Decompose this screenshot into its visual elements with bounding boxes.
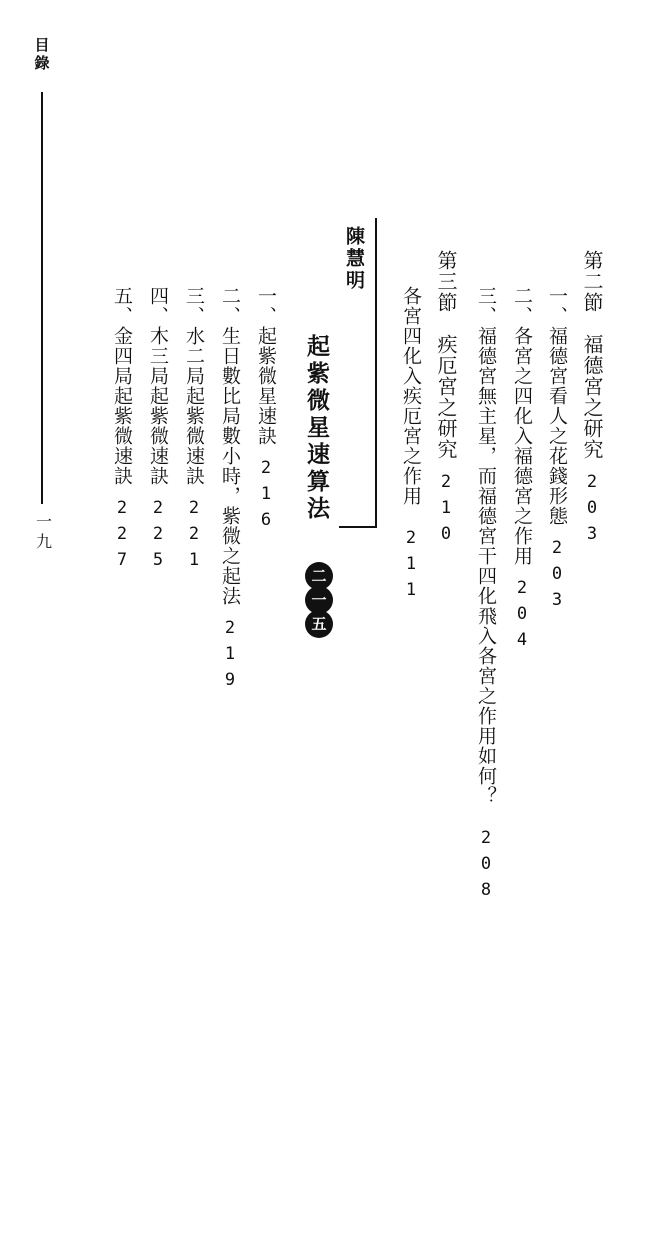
toc-section-heading bbox=[432, 250, 461, 1216]
section-title: 目錄 bbox=[34, 36, 50, 72]
toc-page-number: 227 bbox=[112, 498, 132, 576]
margin-rule bbox=[41, 92, 43, 504]
toc-entry bbox=[145, 286, 172, 1252]
toc-page-number: 211 bbox=[401, 528, 421, 606]
toc-entry bbox=[473, 286, 500, 1252]
toc-page-number: 221 bbox=[184, 498, 204, 576]
toc-entry-text: 一、起紫微星速訣 bbox=[255, 286, 277, 446]
toc-entry-text: 第二節 福德宮之研究 bbox=[580, 250, 604, 460]
toc-page-number: 203 bbox=[547, 538, 567, 616]
toc-entry bbox=[217, 286, 244, 1252]
toc-page-number: 225 bbox=[148, 498, 168, 576]
toc-page-number: 216 bbox=[256, 458, 276, 536]
toc-page-number: 203 bbox=[582, 472, 602, 550]
toc-entry-text: 二、生日數比局數小時，紫微之起法 bbox=[219, 286, 241, 606]
toc-entry-text: 第三節 疾厄宮之研究 bbox=[434, 250, 458, 460]
toc-entry-text: 四、木三局起紫微速訣 bbox=[147, 286, 169, 486]
folio-number: 一九 bbox=[35, 512, 52, 551]
series-title: 起紫微星速算法 bbox=[303, 334, 330, 523]
toc-page-number: 204 bbox=[512, 578, 532, 656]
toc-entry bbox=[398, 286, 425, 1252]
toc-page-number: 208 bbox=[476, 828, 496, 906]
toc-section-heading bbox=[578, 250, 607, 1216]
series-number-digit: 一 bbox=[305, 586, 333, 614]
toc-entry bbox=[253, 286, 280, 1252]
toc-entry-text: 一、福德宮看人之花錢形態 bbox=[546, 286, 568, 526]
author-name: 陳慧明 bbox=[343, 226, 365, 292]
toc-entry bbox=[509, 286, 536, 1252]
toc-page-number: 210 bbox=[436, 472, 456, 550]
toc-entry-text: 五、金四局起紫微速訣 bbox=[111, 286, 133, 486]
toc-entry bbox=[109, 286, 136, 1252]
toc-entry bbox=[544, 286, 571, 1252]
toc-entry-text: 各宮四化入疾厄宮之作用 bbox=[400, 286, 422, 506]
toc-page-number: 219 bbox=[220, 618, 240, 696]
toc-entry-text: 三、水二局起紫微速訣 bbox=[183, 286, 205, 486]
series-number-digit: 二 bbox=[305, 562, 333, 590]
toc-entry-text: 二、各宮之四化入福德宮之作用 bbox=[511, 286, 533, 566]
series-number-digit: 五 bbox=[305, 610, 333, 638]
toc-entry bbox=[181, 286, 208, 1252]
toc-entry-text: 三、福德宮無主星，而福德宮干四化飛入各宮之作用如何？ bbox=[475, 286, 497, 806]
